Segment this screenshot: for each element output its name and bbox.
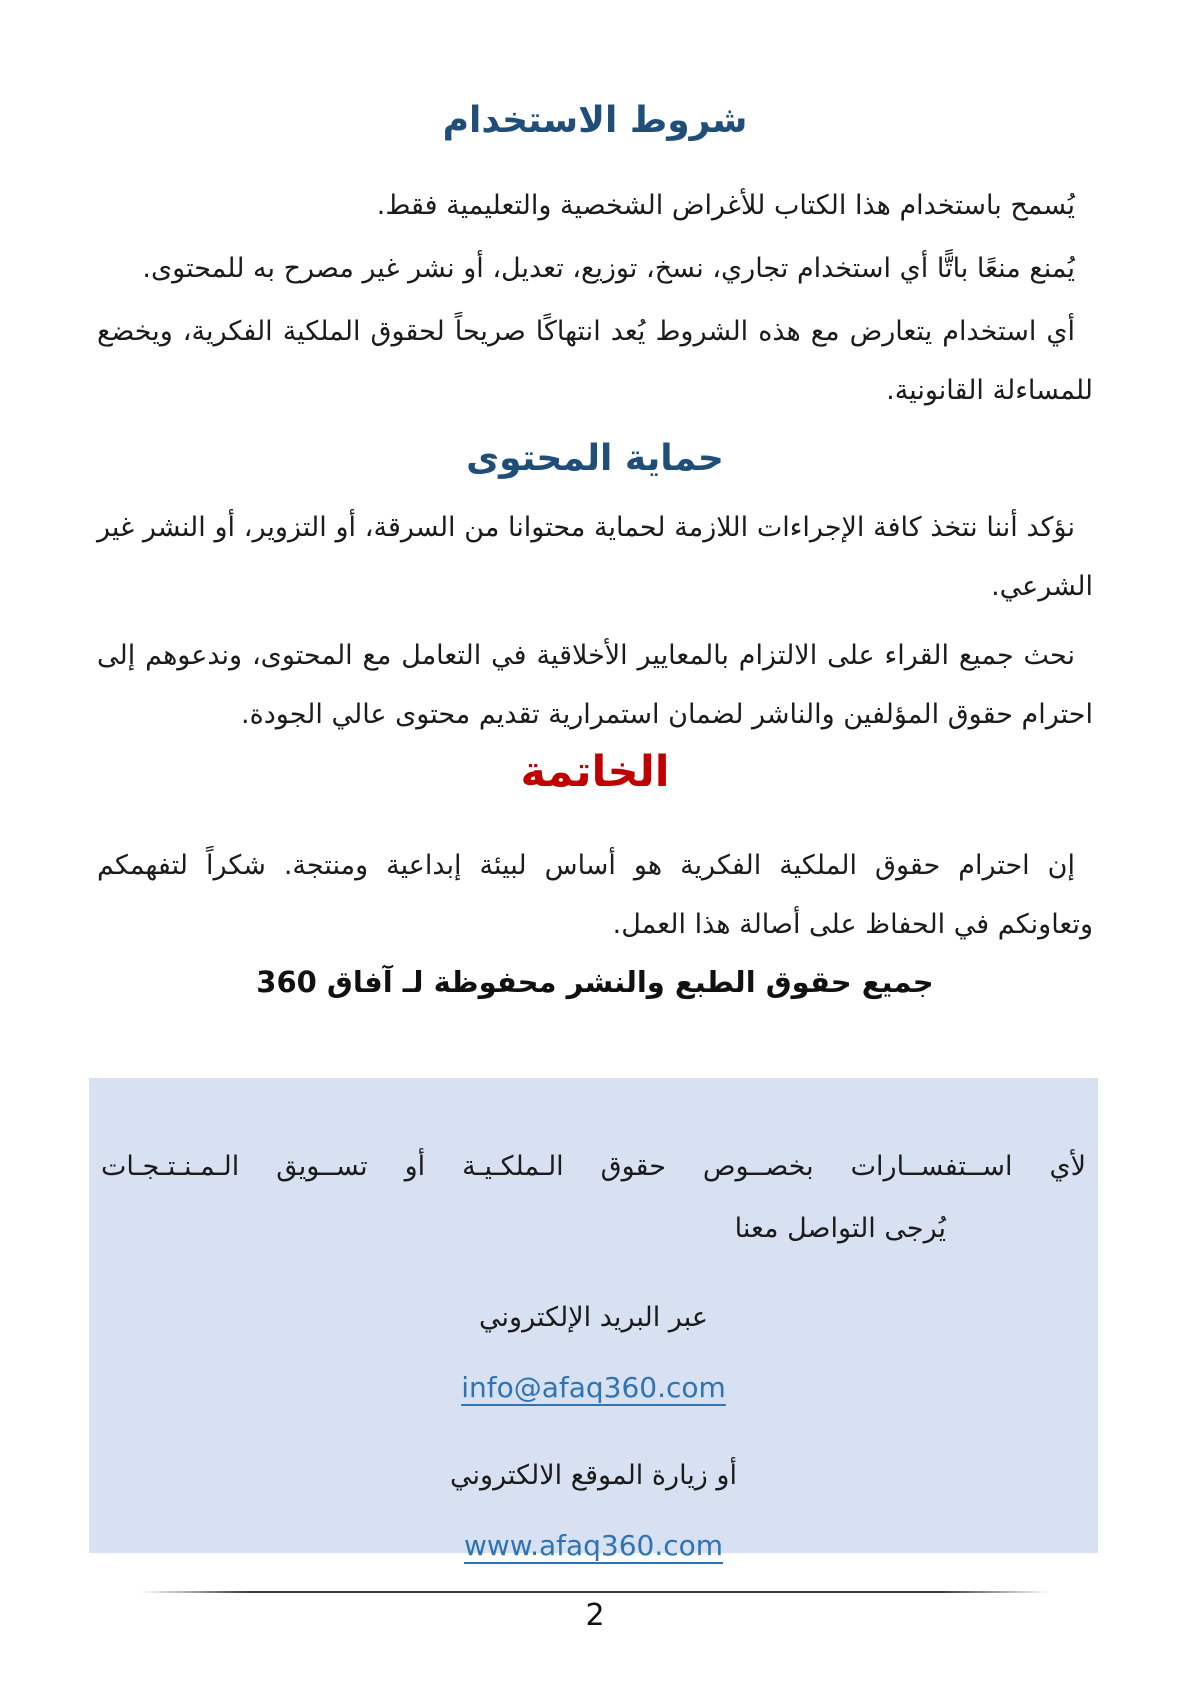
page-number: 2 <box>585 1598 605 1633</box>
website-label: أو زيارة الموقع الالكتروني <box>450 1460 737 1491</box>
terms-paragraph-1: يُسمح باستخدام هذا الكتاب للأغراض الشخصية والتعليمية فقط. <box>376 190 1075 221</box>
terms-paragraph-3: أي استخدام يتعارض مع هذه الشروط يُعد انتهاكًا صريحاً لحقوق الملكية الفكرية، ويخضع للمساءلة القانونية. <box>97 316 1093 406</box>
heading-content-protection: حماية المحتوى <box>466 438 724 479</box>
contact-request-line: يُرجى التواصل معنا <box>734 1213 946 1244</box>
contact-box <box>89 1078 1098 1562</box>
footer-divider <box>140 1591 1050 1593</box>
protection-paragraph-2: نحث جميع القراء على الالتزام بالمعايير الأخلاقية في التعامل مع المحتوى، وندعوهم إلى احترام حقوق المؤلفين والناشر لضمان استمرارية تقديم محتوى عالي الجودة. <box>97 640 1093 730</box>
protection-paragraph-1: نؤكد أننا نتخذ كافة الإجراءات اللازمة لحماية محتوانا من السرقة، أو التزوير، أو النشر غير الشرعي. <box>97 512 1093 602</box>
heading-terms-of-use: شروط الاستخدام <box>442 100 748 141</box>
terms-paragraph-2: يُمنع منعًا باتًّا أي استخدام تجاري، نسخ، توزيع، تعديل، أو نشر غير مصرح به للمحتوى. <box>142 253 1075 284</box>
email-label: عبر البريد الإلكتروني <box>479 1302 708 1333</box>
website-link[interactable]: www.afaq360.com <box>463 1529 724 1562</box>
conclusion-paragraph: إن احترام حقوق الملكية الفكرية هو أساس لبيئة إبداعية ومنتجة. شكراً لتفهمكم وتعاونكم في الحفاظ على أصالة هذا العمل. <box>97 850 1093 940</box>
copyright-line: جميع حقوق الطبع والنشر محفوظة لـ آفاق 360 <box>256 965 934 999</box>
email-link[interactable]: info@afaq360.com <box>461 1371 726 1404</box>
heading-conclusion: الخاتمة <box>520 747 670 797</box>
contact-inquiry-line: لأي اســتفســارات بخصــوص حقوق الـملكـيـة أو تســويق الـمـنـتـجـات <box>101 1151 1086 1182</box>
